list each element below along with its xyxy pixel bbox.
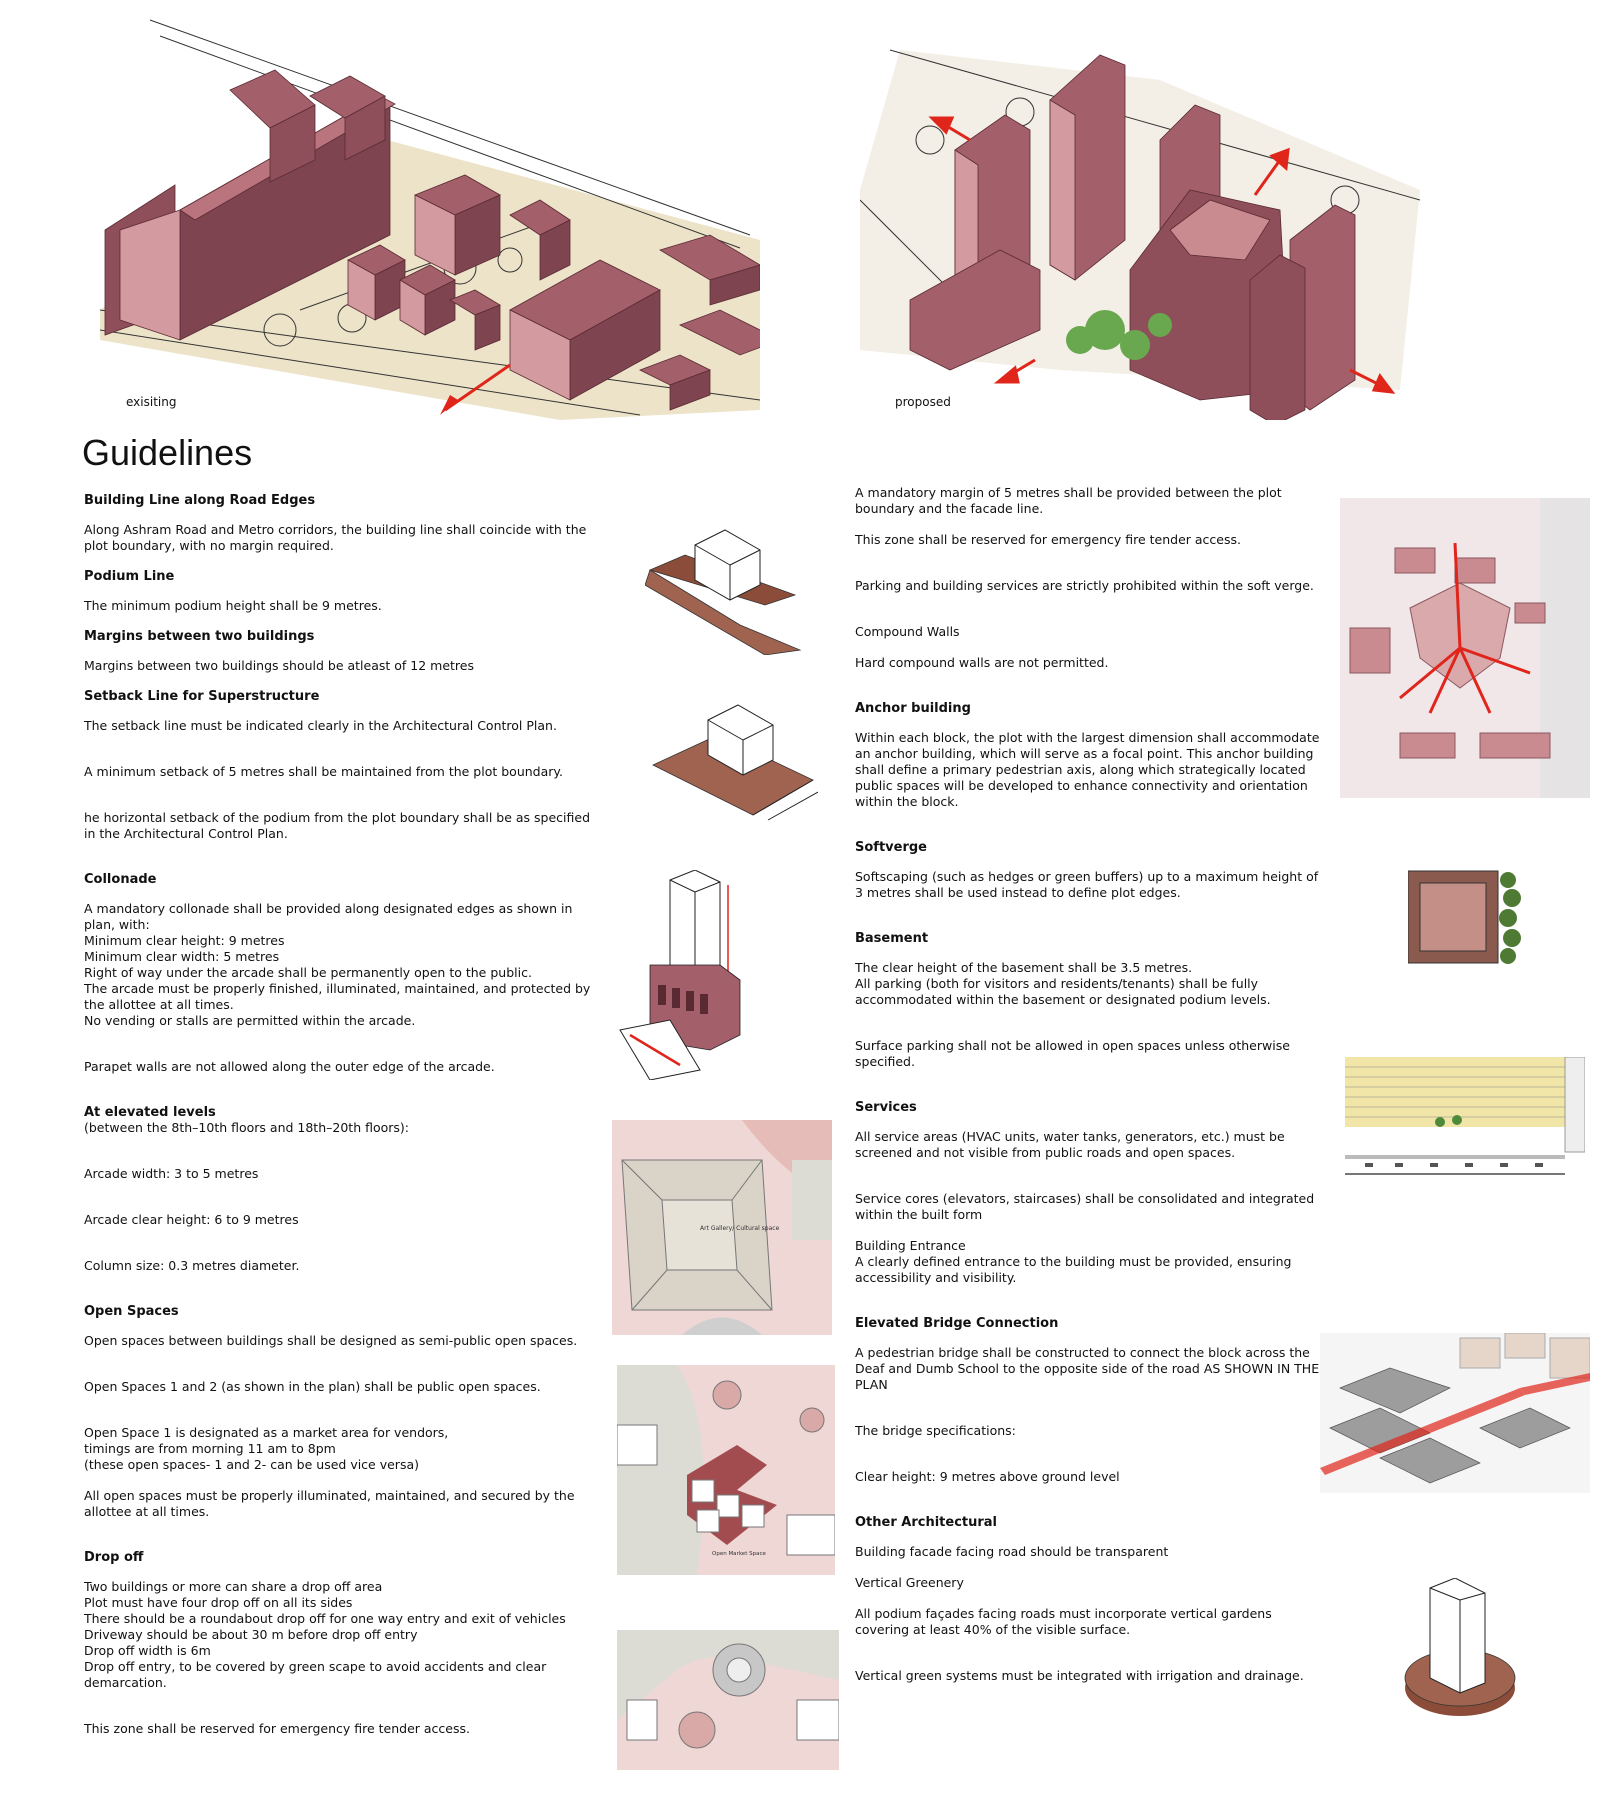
building-line-diagram — [645, 525, 815, 655]
compound-heading: Compound Walls — [855, 624, 960, 639]
elevated-arcade-plan — [612, 1120, 832, 1335]
softverge-text: Softscaping (such as hedges or green buffers) up to a maximum height of 3 metres shall be used instead to define plot edges. — [855, 869, 1319, 900]
setback-text-1: The setback line must be indicated clearly in the Architectural Control Plan. — [84, 718, 557, 733]
basement-text-2: Surface parking shall not be allowed in open spaces unless otherwise specified. — [855, 1038, 1290, 1069]
anchor-axis-plan — [1340, 498, 1590, 798]
other-text-1: Building facade facing road should be transparent — [855, 1544, 1169, 1559]
podium-line-text: The minimum podium height shall be 9 metres. — [84, 598, 382, 613]
collonade-text: A mandatory collonade shall be provided along designated edges as shown in plan, with: Minimum clear height: 9 metres Minimum clear width: 5 metres Right of way under the arcade shall be permanently open to the public. The arcade must be properly finished, illuminated, maintained, and protected by the allottee at all times. No vending or stalls are permitted within the arcade. — [84, 901, 591, 1028]
setback-text-3: he horizontal setback of the podium from the plot boundary shall be as specified in the Architectural Control Plan. — [84, 810, 591, 841]
proposed-caption: proposed — [895, 395, 951, 409]
open-spaces-heading: Open Spaces — [84, 1304, 179, 1319]
open-spaces-text-4: All open spaces must be properly illuminated, maintained, and secured by the allottee at all times. — [84, 1488, 575, 1519]
art-gallery-label: Art Gallery/ Cultural space — [700, 1225, 780, 1232]
bridge-text-2: The bridge specifications: — [855, 1423, 1016, 1438]
margin-text-1: A mandatory margin of 5 metres shall be provided between the plot boundary and the facade line. — [855, 485, 1282, 516]
setback-line-diagram — [648, 700, 818, 830]
right-column — [855, 485, 1325, 1699]
existing-site-axonometric — [80, 10, 760, 420]
basement-text: The clear height of the basement shall be 3.5 metres. All parking (both for visitors and residents/tenants) shall be fully accommodated within the basement or designated podium levels. — [855, 960, 1271, 1007]
margins-heading: Margins between two buildings — [84, 629, 315, 644]
drop-off-text: Two buildings or more can share a drop off area Plot must have four drop off on all its sides There should be a roundabout drop off for one way entry and exit of vehicles Driveway should be about 30 m before drop off entry Drop off width is 6m Drop off entry, to be covered by green scape to avoid accidents and clear demarcation. — [84, 1579, 566, 1690]
building-line-text: Along Ashram Road and Metro corridors, the building line shall coincide with the plot boundary, with no margin required. — [84, 522, 587, 553]
elevated-text-1: Arcade width: 3 to 5 metres — [84, 1166, 259, 1181]
anchor-heading: Anchor building — [855, 701, 971, 716]
other-text-2: Vertical Greenery — [855, 1575, 964, 1590]
drop-off-heading: Drop off — [84, 1550, 144, 1565]
open-market-label: Open Market Space — [712, 1551, 766, 1557]
services-text-1: All service areas (HVAC units, water tanks, generators, etc.) must be screened and not visible from public roads and open spaces. — [855, 1129, 1285, 1160]
left-column — [84, 493, 604, 1752]
collonade-diagram — [610, 870, 770, 1080]
bridge-text-3: Clear height: 9 metres above ground level — [855, 1469, 1120, 1484]
bridge-heading: Elevated Bridge Connection — [855, 1316, 1059, 1331]
setback-heading: Setback Line for Superstructure — [84, 689, 320, 704]
elevated-sub: (between the 8th–10th floors and 18th–20th floors): — [84, 1120, 409, 1135]
other-heading: Other Architectural — [855, 1515, 998, 1530]
page-title: Guidelines — [82, 432, 253, 473]
margin-text-2: This zone shall be reserved for emergency fire tender access. — [855, 532, 1241, 547]
drop-off-plan — [617, 1630, 839, 1770]
softverge-diagram — [1408, 868, 1523, 968]
proposed-site-axonometric — [860, 40, 1420, 420]
open-spaces-text-1: Open spaces between buildings shall be designed as semi-public open spaces. — [84, 1333, 578, 1348]
elevated-text-2: Arcade clear height: 6 to 9 metres — [84, 1212, 299, 1227]
collonade-heading: Collonade — [84, 872, 157, 887]
existing-caption: exisiting — [126, 395, 177, 409]
services-text-2: Service cores (elevators, staircases) shall be consolidated and integrated within the built form — [855, 1191, 1315, 1222]
open-spaces-text-2: Open Spaces 1 and 2 (as shown in the plan) shall be public open spaces. — [84, 1379, 541, 1394]
elevated-heading: At elevated levels — [84, 1105, 216, 1120]
elevated-text-3: Column size: 0.3 metres diameter. — [84, 1258, 300, 1273]
setback-text-2: A minimum setback of 5 metres shall be maintained from the plot boundary. — [84, 764, 563, 779]
bridge-text-1: A pedestrian bridge shall be constructed to connect the block across the Deaf and Dumb School to the opposite side of the road AS SHOWN IN THE PLAN — [855, 1345, 1320, 1392]
softverge-heading: Softverge — [855, 840, 927, 855]
margins-text: Margins between two buildings should be atleast of 12 metres — [84, 658, 474, 673]
podium-line-heading: Podium Line — [84, 569, 175, 584]
basement-section — [1345, 1057, 1585, 1187]
bridge-axonometric — [1320, 1333, 1590, 1493]
open-spaces-text-3: Open Space 1 is designated as a market area for vendors, timings are from morning 11 am to 8pm (these open spaces- 1 and 2- can be used vice versa) — [84, 1425, 449, 1472]
other-text-4: Vertical green systems must be integrated with irrigation and drainage. — [855, 1668, 1304, 1683]
entrance-text: Building Entrance A clearly defined entrance to the building must be provided, ensuring accessibility and visibility. — [855, 1238, 1292, 1285]
drop-off-text-2: This zone shall be reserved for emergency fire tender access. — [84, 1721, 470, 1736]
building-line-heading: Building Line along Road Edges — [84, 493, 316, 508]
other-text-3: All podium façades facing roads must incorporate vertical gardens covering at least 40% of the visible surface. — [855, 1606, 1272, 1637]
anchor-text: Within each block, the plot with the largest dimension shall accommodate an anchor building, which will serve as a focal point. This anchor building shall define a primary pedestrian axis, along which strategically located public spaces will be developed to enhance connectivity and orientation within the block. — [855, 730, 1320, 809]
services-heading: Services — [855, 1100, 917, 1115]
margin-text-3: Parking and building services are strictly prohibited within the soft verge. — [855, 578, 1314, 593]
compound-text: Hard compound walls are not permitted. — [855, 655, 1109, 670]
open-spaces-plan — [617, 1365, 835, 1575]
basement-heading: Basement — [855, 931, 929, 946]
collonade-parapet-text: Parapet walls are not allowed along the outer edge of the arcade. — [84, 1059, 495, 1074]
vertical-greenery-diagram — [1400, 1578, 1520, 1728]
